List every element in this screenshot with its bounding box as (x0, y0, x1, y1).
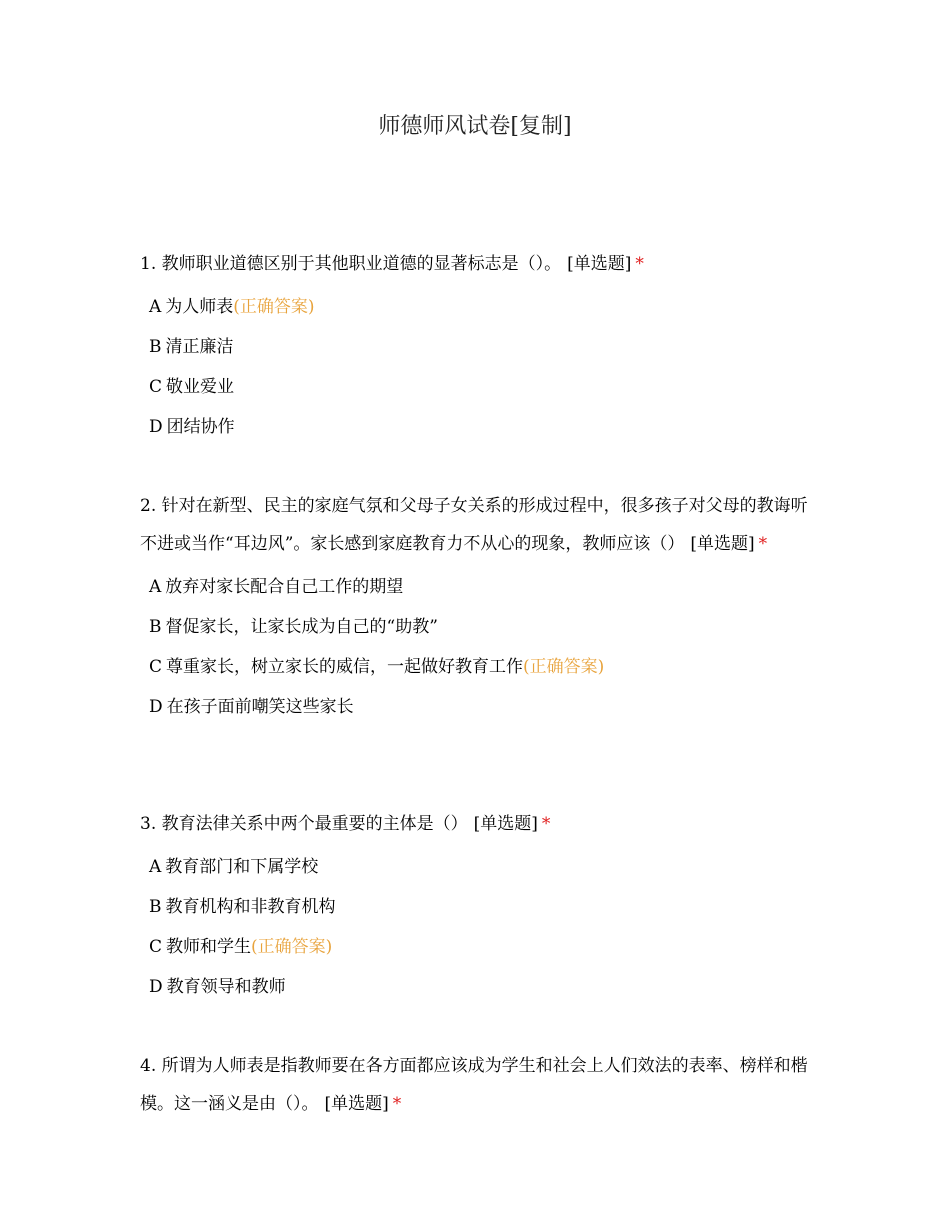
option-c[interactable] (140, 647, 820, 687)
question-type: [单选题] (567, 254, 632, 274)
option-text: 教育部门和下属学校 (165, 857, 319, 877)
option-letter: A (149, 857, 162, 877)
option-text: 敬业爱业 (166, 377, 235, 397)
option-list (140, 287, 820, 447)
option-text: 放弃对家长配合自己工作的期望 (165, 577, 404, 597)
option-list (140, 847, 820, 1007)
required-mark: * (541, 814, 551, 834)
option-b[interactable] (140, 327, 820, 367)
option-letter: D (149, 417, 163, 437)
question-type: [单选题] (324, 1094, 389, 1114)
option-a[interactable] (140, 567, 820, 607)
question-stem: 4. 所谓为人师表是指教师要在各方面都应该成为学生和社会上人们效法的表率、榜样和楷模。这一涵义是由（）。 (140, 1056, 808, 1114)
option-a[interactable] (140, 287, 820, 327)
question-2 (140, 487, 820, 727)
correct-answer-label: (正确答案) (233, 297, 315, 317)
option-letter: A (149, 577, 162, 597)
option-d[interactable] (140, 687, 820, 727)
question-text (140, 245, 820, 283)
option-text: 教育机构和非教育机构 (165, 897, 336, 917)
question-type: [单选题] (473, 814, 538, 834)
option-text: 教师和学生 (166, 937, 252, 957)
question-stem: 3. 教育法律关系中两个最重要的主体是（） (140, 814, 468, 834)
question-3 (140, 805, 820, 1007)
option-d[interactable] (140, 967, 820, 1007)
option-letter: B (149, 337, 162, 357)
option-c[interactable] (140, 367, 820, 407)
option-text: 在孩子面前嘲笑这些家长 (166, 697, 354, 717)
option-text: 尊重家长，树立家长的威信，一起做好教育工作 (166, 657, 524, 677)
option-c[interactable] (140, 927, 820, 967)
option-letter: C (149, 377, 163, 397)
option-b[interactable] (140, 607, 820, 647)
option-letter: A (149, 297, 162, 317)
option-text: 教育领导和教师 (166, 977, 286, 997)
correct-answer-label: (正确答案) (523, 657, 605, 677)
option-b[interactable] (140, 887, 820, 927)
question-1 (140, 245, 820, 447)
option-text: 清正廉洁 (165, 337, 234, 357)
question-type: [单选题] (690, 534, 755, 554)
option-text: 为人师表 (165, 297, 234, 317)
option-letter: D (149, 977, 163, 997)
option-letter: C (149, 657, 163, 677)
question-text (140, 805, 820, 843)
correct-answer-label: (正确答案) (251, 937, 333, 957)
page-title: 师德师风试卷[复制] (378, 114, 572, 139)
question-stem: 1. 教师职业道德区别于其他职业道德的显著标志是（）。 (140, 254, 562, 274)
required-mark: * (758, 534, 768, 554)
option-text: 团结协作 (166, 417, 235, 437)
required-mark: * (635, 254, 644, 274)
option-text: 督促家长，让家长成为自己的“助教” (165, 617, 438, 637)
question-text (140, 487, 820, 563)
option-letter: B (149, 897, 162, 917)
option-d[interactable] (140, 407, 820, 447)
required-mark: * (392, 1094, 402, 1114)
question-4 (140, 1047, 820, 1123)
option-list (140, 567, 820, 727)
option-letter: D (149, 697, 163, 717)
question-text (140, 1047, 820, 1123)
option-a[interactable] (140, 847, 820, 887)
option-letter: C (149, 937, 163, 957)
question-stem: 2. 针对在新型、民主的家庭气氛和父母子女关系的形成过程中，很多孩子对父母的教诲听不进或当作“耳边风”。家长感到家庭教育力不从心的现象，教师应该（） (140, 496, 808, 554)
option-letter: B (149, 617, 162, 637)
